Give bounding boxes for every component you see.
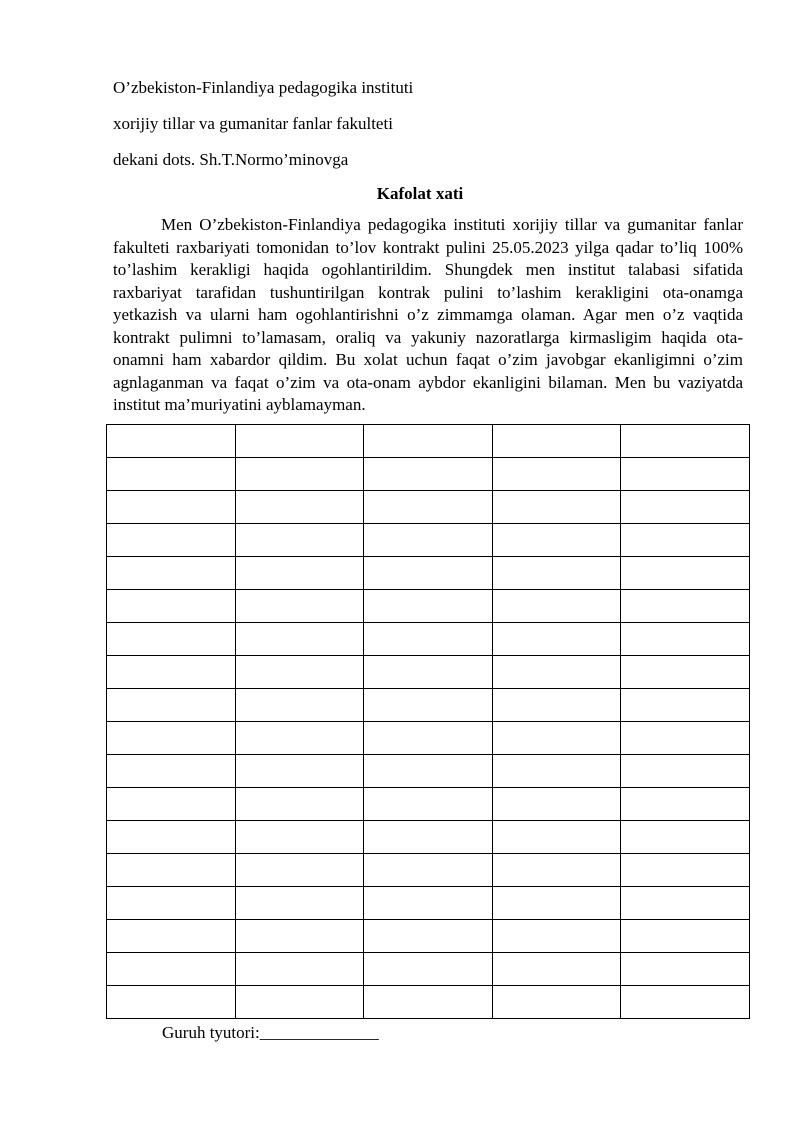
table-row (107, 722, 750, 755)
address-line-faculty: xorijiy tillar va gumanitar fanlar fakulteti (113, 114, 393, 133)
table-cell (364, 788, 493, 821)
address-line-institute: O’zbekiston-Finlandiya pedagogika instituti (113, 78, 414, 97)
table-cell (364, 854, 493, 887)
table-cell (364, 656, 493, 689)
table-cell (107, 755, 236, 788)
table-cell (364, 590, 493, 623)
table-cell (364, 722, 493, 755)
signature-table-body (107, 425, 750, 1019)
table-row (107, 755, 750, 788)
table-cell (621, 953, 750, 986)
table-cell (492, 656, 621, 689)
table-cell (364, 986, 493, 1019)
table-cell (235, 689, 364, 722)
table-cell (492, 920, 621, 953)
table-cell (492, 986, 621, 1019)
table-cell (621, 656, 750, 689)
table-row (107, 656, 750, 689)
table-cell (235, 557, 364, 590)
table-cell (621, 986, 750, 1019)
table-cell (492, 788, 621, 821)
table-cell (621, 821, 750, 854)
table-cell (107, 689, 236, 722)
table-cell (492, 524, 621, 557)
table-cell (107, 557, 236, 590)
table-cell (364, 689, 493, 722)
table-cell (107, 986, 236, 1019)
guarantee-letter-body: Men O’zbekiston-Finlandiya pedagogika instituti xorijiy tillar va gumanitar fanlar fakulteti raxbariyati tomonidan to’lov kontrakt pulini 25.05.2023 yilga qadar to’liq 100% to’lashim kerakligi haqida ogohlantirildim. Shungdek men institut talabasi sifatida raxbariyat tarafidan tushuntirilgan kontrak pulini to’lashim kerakligini ota-onamga yetkazish va ularni ham ogohlantirishni o’z zimmamga olaman. Agar men o’z vaqtida kontrakt pulimni to’lamasam, oraliq va yakuniy nazoratlarga kirmasligim haqida ota-onamni ham xabardor qildim. Bu xolat uchun faqat o’zim javobgar ekanligimni o’zim agnlaganman va faqat o’zim va ota-onam aybdor ekanligini bilaman. Men bu vaziyatda institut ma’muriyatini ayblamayman. (113, 215, 743, 414)
table-cell (621, 491, 750, 524)
table-cell (364, 755, 493, 788)
table-cell (107, 590, 236, 623)
table-cell (235, 491, 364, 524)
table-cell (235, 887, 364, 920)
table-cell (107, 425, 236, 458)
table-cell (235, 425, 364, 458)
table-cell (364, 821, 493, 854)
document-title: Kafolat xati (376, 184, 464, 203)
table-cell (235, 623, 364, 656)
table-cell (621, 854, 750, 887)
table-cell (621, 689, 750, 722)
table-cell (364, 425, 493, 458)
table-row (107, 689, 750, 722)
table-cell (492, 623, 621, 656)
table-cell (364, 524, 493, 557)
table-cell (492, 689, 621, 722)
table-cell (107, 491, 236, 524)
table-cell (621, 524, 750, 557)
table-cell (107, 524, 236, 557)
address-line-dean: dekani dots. Sh.T.Normo’minovga (113, 150, 349, 169)
table-cell (235, 821, 364, 854)
table-cell (235, 986, 364, 1019)
table-cell (621, 920, 750, 953)
table-cell (235, 788, 364, 821)
table-row (107, 953, 750, 986)
table-cell (107, 821, 236, 854)
table-cell (107, 458, 236, 491)
group-tutor-signature-line: Guruh tyutori:______________ (162, 1023, 379, 1042)
table-cell (621, 623, 750, 656)
table-cell (107, 623, 236, 656)
table-row (107, 557, 750, 590)
table-row (107, 887, 750, 920)
table-cell (621, 557, 750, 590)
table-cell (107, 722, 236, 755)
table-cell (364, 491, 493, 524)
table-cell (492, 425, 621, 458)
table-cell (492, 458, 621, 491)
table-row (107, 920, 750, 953)
table-cell (364, 887, 493, 920)
table-cell (621, 458, 750, 491)
table-cell (492, 491, 621, 524)
table-cell (364, 920, 493, 953)
table-row (107, 986, 750, 1019)
table-cell (107, 953, 236, 986)
table-cell (235, 524, 364, 557)
table-cell (621, 887, 750, 920)
table-cell (492, 887, 621, 920)
table-cell (621, 722, 750, 755)
table-cell (235, 953, 364, 986)
table-row (107, 821, 750, 854)
table-cell (107, 887, 236, 920)
table-cell (621, 788, 750, 821)
table-cell (492, 590, 621, 623)
table-cell (621, 425, 750, 458)
table-row (107, 788, 750, 821)
table-cell (107, 656, 236, 689)
table-cell (492, 755, 621, 788)
table-row (107, 425, 750, 458)
table-row (107, 524, 750, 557)
table-cell (492, 854, 621, 887)
signature-table (106, 424, 750, 1019)
table-cell (621, 755, 750, 788)
table-cell (235, 854, 364, 887)
table-cell (492, 722, 621, 755)
table-cell (364, 458, 493, 491)
table-cell (235, 755, 364, 788)
table-cell (235, 458, 364, 491)
table-row (107, 623, 750, 656)
table-cell (492, 821, 621, 854)
table-cell (235, 656, 364, 689)
table-row (107, 854, 750, 887)
table-cell (235, 920, 364, 953)
table-cell (235, 722, 364, 755)
table-cell (621, 590, 750, 623)
table-cell (492, 953, 621, 986)
table-cell (364, 557, 493, 590)
table-row (107, 590, 750, 623)
table-cell (235, 590, 364, 623)
table-cell (107, 854, 236, 887)
table-cell (364, 953, 493, 986)
table-row (107, 458, 750, 491)
table-cell (492, 557, 621, 590)
table-cell (364, 623, 493, 656)
table-cell (107, 788, 236, 821)
table-row (107, 491, 750, 524)
table-cell (107, 920, 236, 953)
